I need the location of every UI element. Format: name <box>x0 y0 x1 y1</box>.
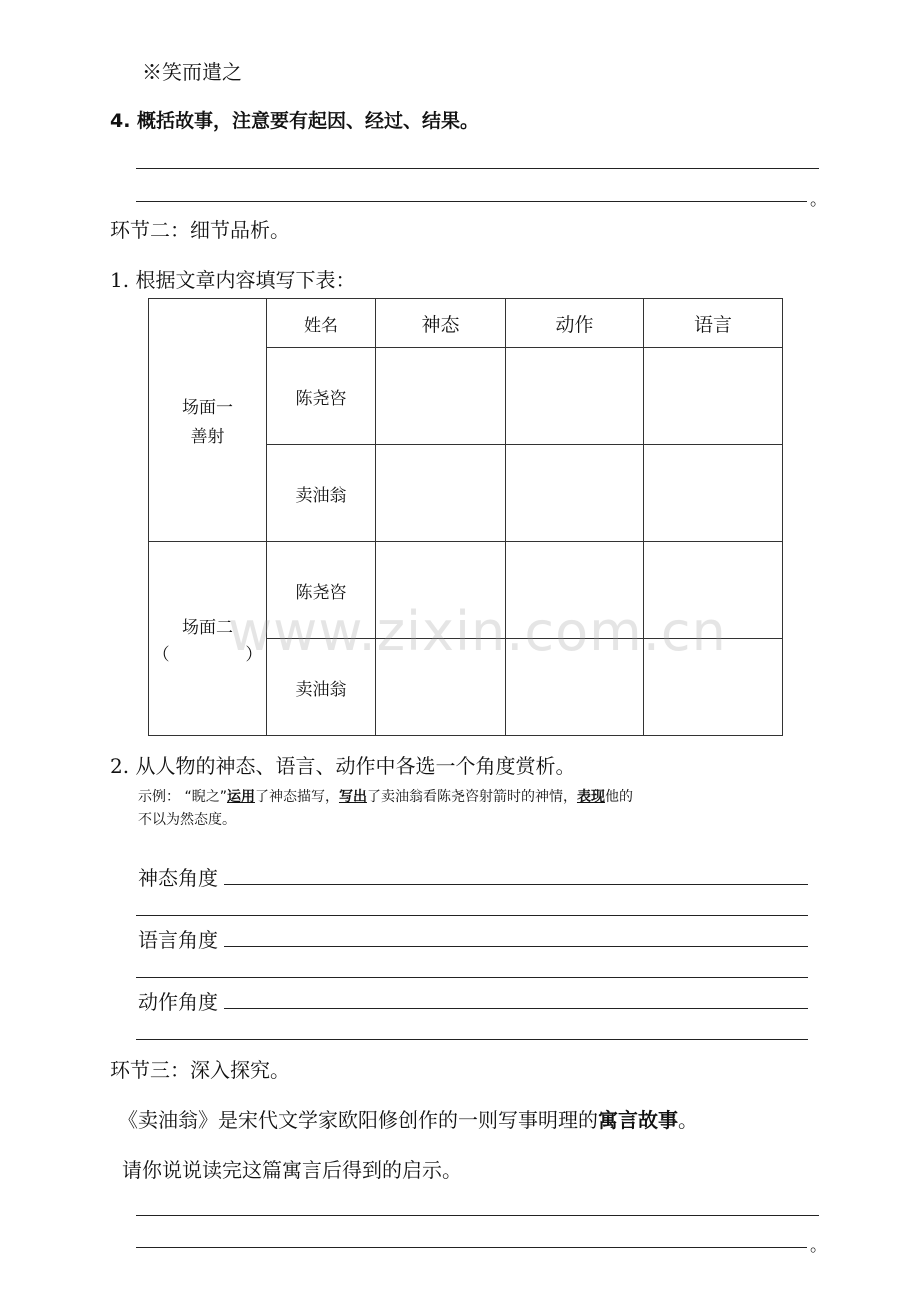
intro-text: 《卖油翁》是宋代文学家欧阳修创作的一则写事明理的 <box>118 1108 598 1132</box>
angle-expression-label: 神态角度 <box>138 866 218 890</box>
answer-line <box>136 201 807 202</box>
scene-2-blank[interactable]: （ ） <box>152 644 263 665</box>
example-text: 他的 <box>604 789 633 805</box>
example-text-line2: 不以为然态度。 <box>138 812 236 828</box>
header-name: 姓名 <box>267 299 376 348</box>
example-text: 示例： “睨之” <box>138 789 227 805</box>
name-cell: 卖油翁 <box>267 639 376 736</box>
scene-1-label: 场面一 <box>182 398 233 418</box>
answer-line[interactable] <box>224 1008 808 1009</box>
period-mark: 。 <box>810 190 827 210</box>
answer-line[interactable] <box>136 1215 819 1216</box>
period-mark: 。 <box>810 1236 827 1256</box>
example-text: 了卖油翁看陈尧咨射箭时的神情， <box>366 789 577 805</box>
question-2: 2. 从人物的神态、语言、动作中各选一个角度赏析。 <box>110 754 576 778</box>
watermark: www.zixin.com.cn <box>228 600 727 663</box>
question-1: 1. 根据文章内容填写下表： <box>110 268 356 292</box>
blank-cell[interactable] <box>376 445 506 542</box>
header-speech: 语言 <box>644 299 783 348</box>
scene-1-subtitle: 善射 <box>190 427 225 447</box>
section-2-heading: 环节二：细节品析。 <box>110 218 290 242</box>
answer-line[interactable] <box>136 977 808 978</box>
angle-action-label: 动作角度 <box>138 990 218 1014</box>
blank-cell[interactable] <box>506 348 644 445</box>
header-expression: 神态 <box>376 299 506 348</box>
name-cell: 陈尧咨 <box>267 348 376 445</box>
blank-cell[interactable] <box>376 348 506 445</box>
question-4: 4. 概括故事，注意要有起因、经过、结果。 <box>110 110 480 132</box>
answer-line <box>136 168 819 169</box>
intro-bold: 寓言故事 <box>598 1108 678 1132</box>
section-3-heading: 环节三：深入探究。 <box>110 1058 290 1082</box>
example-paragraph <box>138 786 818 832</box>
quote-line: ※笑而遣之 <box>142 60 242 84</box>
answer-line[interactable] <box>136 915 808 916</box>
angle-speech-label: 语言角度 <box>138 928 218 952</box>
keyword-write: 写出 <box>338 789 367 805</box>
analysis-table <box>148 298 783 736</box>
keyword-show: 表现 <box>576 789 605 805</box>
blank-cell[interactable] <box>506 445 644 542</box>
answer-line[interactable] <box>136 1247 807 1248</box>
name-cell: 陈尧咨 <box>267 542 376 639</box>
keyword-use: 运用 <box>226 789 255 805</box>
scene-2-label: 场面二 <box>182 617 233 638</box>
intro-paragraph <box>118 1104 698 1133</box>
header-action: 动作 <box>506 299 644 348</box>
answer-line[interactable] <box>136 1039 808 1040</box>
answer-line[interactable] <box>224 946 808 947</box>
blank-cell[interactable] <box>644 348 783 445</box>
answer-line[interactable] <box>224 884 808 885</box>
intro-end: 。 <box>678 1108 698 1132</box>
name-cell: 卖油翁 <box>267 445 376 542</box>
reflection-prompt: 请你说说读完这篇寓言后得到的启示。 <box>122 1158 462 1182</box>
blank-cell[interactable] <box>644 445 783 542</box>
scene-1-cell <box>149 299 267 542</box>
example-text: 了神态描写， <box>254 789 339 805</box>
